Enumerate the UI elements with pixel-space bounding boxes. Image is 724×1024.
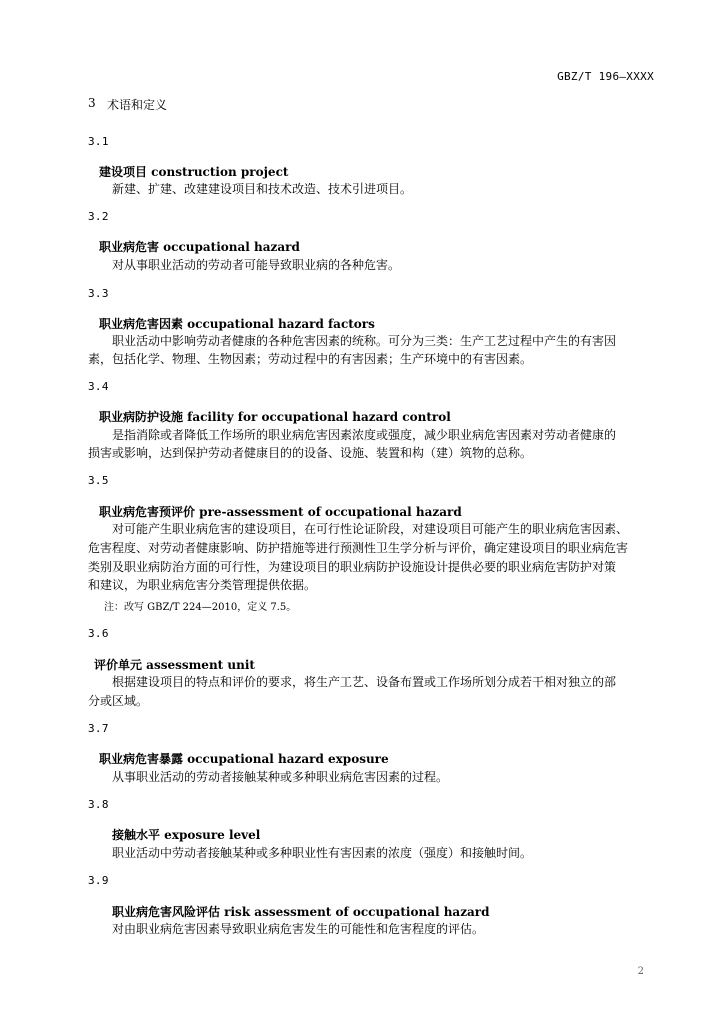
term-definition-line: 职业活动中劳动者接触某种或多种职业性有害因素的浓度（强度）和接触时间。 <box>112 846 533 860</box>
term-definition-line: 素，包括化学、物理、生物因素；劳动过程中的有害因素；生产环境中的有害因素。 <box>88 352 533 366</box>
term-definition-line: 对由职业病危害因素导致职业病危害发生的可能性和危害程度的评估。 <box>112 922 485 936</box>
term-definition-line: 是指消除或者降低工作场所的职业病危害因素浓度或强度，减少职业病危害因素对劳动者健康的 <box>112 428 617 442</box>
term-number: 3.8 <box>88 798 109 811</box>
term-title: 职业病危害因素 occupational hazard factors <box>99 317 375 331</box>
term-title: 职业病危害风险评估 risk assessment of occupational hazard <box>112 905 490 919</box>
term-definition-line: 职业活动中影响劳动者健康的各种危害因素的统称。可分为三类：生产工艺过程中产生的有害因 <box>112 334 617 348</box>
term-number: 3.3 <box>88 287 109 300</box>
term-title: 职业病危害预评价 pre-assessment of occupational hazard <box>99 505 462 519</box>
term-title: 建设项目 construction project <box>99 165 289 179</box>
document-id-header: GBZ/T 196—XXXX <box>557 70 654 83</box>
term-definition-line: 对可能产生职业病危害的建设项目，在可行性论证阶段，对建设项目可能产生的职业病危害因素、 <box>112 522 629 536</box>
term-definition-line: 危害程度、对劳动者健康影响、防护措施等进行预测性卫生学分析与评价，确定建设项目的职业病危害 <box>88 541 629 555</box>
term-title: 职业病防护设施 facility for occupational hazard control <box>99 410 451 424</box>
term-definition-line: 根据建设项目的特点和评价的要求，将生产工艺、设备布置或工作场所划分成若干相对独立的部 <box>112 675 617 689</box>
term-number: 3.1 <box>88 135 109 148</box>
term-definition-line: 类别及职业病防治方面的可行性，为建设项目的职业病防护设施设计提供必要的职业病危害防护对策 <box>88 560 617 574</box>
term-title: 接触水平 exposure level <box>112 828 261 842</box>
term-title: 职业病危害暴露 occupational hazard exposure <box>99 752 389 766</box>
term-number: 3.2 <box>88 210 109 223</box>
term-title: 职业病危害 occupational hazard <box>99 240 300 254</box>
term-definition-line: 对从事职业活动的劳动者可能导致职业病的各种危害。 <box>112 258 401 272</box>
term-number: 3.6 <box>88 627 109 640</box>
term-definition-line: 和建议，为职业病危害分类管理提供依据。 <box>88 578 317 592</box>
term-definition-line: 从事职业活动的劳动者接触某种或多种职业病危害因素的过程。 <box>112 770 449 784</box>
term-definition-line: 损害或影响，达到保护劳动者健康目的的设备、设施、装置和构（建）筑物的总称。 <box>88 446 533 460</box>
term-number: 3.4 <box>88 380 109 393</box>
term-note: 注：改写 GBZ/T 224—2010，定义 7.5。 <box>104 602 297 613</box>
section-number: 3 <box>88 96 96 110</box>
term-definition-line: 分或区域。 <box>88 694 149 708</box>
section-title: 术语和定义 <box>107 98 168 112</box>
term-number: 3.9 <box>88 874 109 887</box>
page-number: 2 <box>637 966 644 977</box>
term-definition-line: 新建、扩建、改建建设项目和技术改造、技术引进项目。 <box>112 182 413 196</box>
term-title: 评价单元 assessment unit <box>94 658 255 672</box>
term-number: 3.7 <box>88 722 109 735</box>
term-number: 3.5 <box>88 474 109 487</box>
